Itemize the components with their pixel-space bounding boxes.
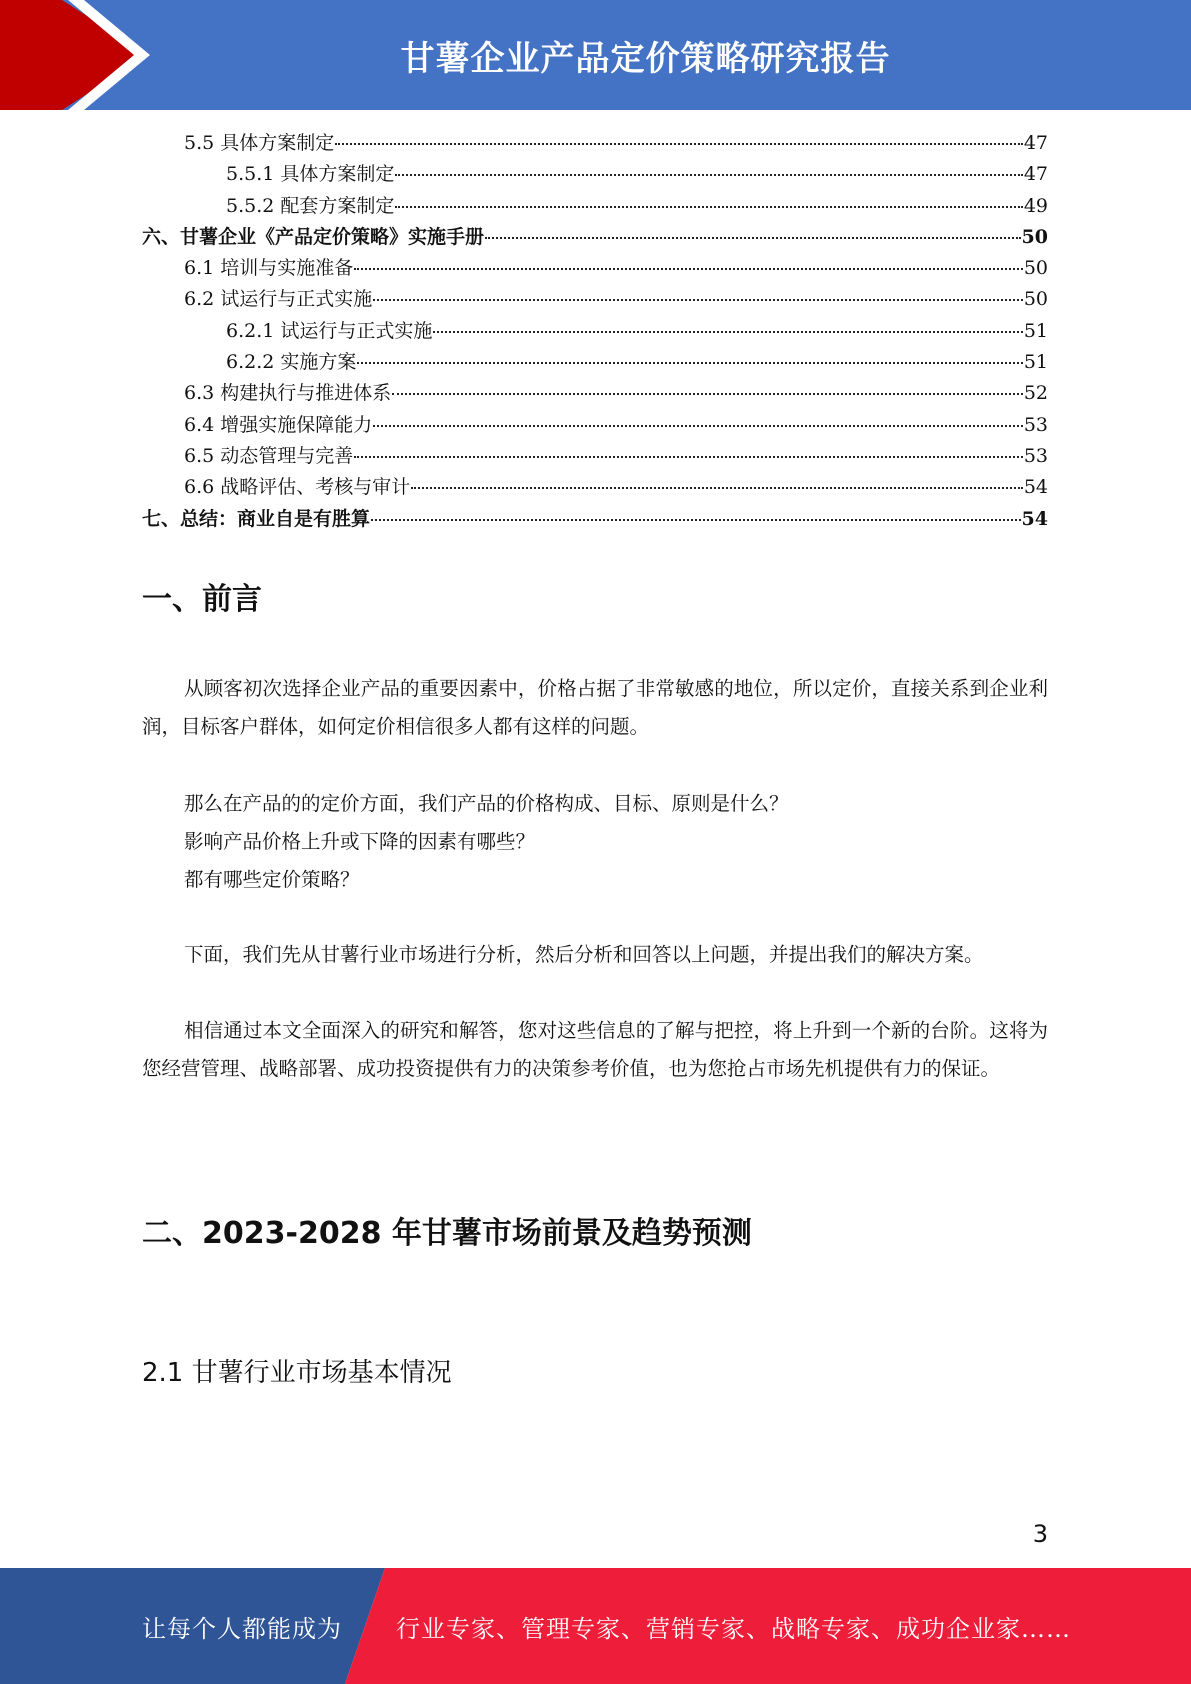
toc-entry-title: 6.6 战略评估、考核与审计 <box>184 476 411 499</box>
toc-dot-leader <box>354 267 1023 270</box>
toc-entry-title: 6.2 试运行与正式实施 <box>184 288 373 311</box>
toc-entry-page: 50 <box>1023 257 1048 280</box>
footer-slogan-left: 让每个人都能成为 <box>142 1614 342 1643</box>
toc-entry-page: 53 <box>1023 444 1048 467</box>
toc-entry[interactable] <box>142 253 1048 284</box>
toc-entry-page: 54 <box>1023 476 1048 499</box>
footer-slogan-right: 行业专家、管理专家、营销专家、战略专家、成功企业家…… <box>396 1614 1071 1643</box>
toc-entry[interactable] <box>142 472 1048 503</box>
toc-entry-title: 5.5 具体方案制定 <box>184 132 335 154</box>
paragraph: 相信通过本文全面深入的研究和解答，您对这些信息的了解与把控，将上升到一个新的台阶。这将为您经营管理、战略部署、成功投资提供有力的决策参考价值，也为您抢占市场先机提供有力的保证。 <box>142 1019 1048 1080</box>
toc-entry-title: 6.4 增强实施保障能力 <box>184 413 373 436</box>
page-header <box>0 0 1191 110</box>
paragraph: 从顾客初次选择企业产品的重要因素中，价格占据了非常敏感的地位，所以定价，直接关系到企业利润，目标客户群体，如何定价相信很多人都有这样的问题。 <box>142 677 1048 738</box>
header-arrow-decoration <box>0 0 260 110</box>
toc-entry-title: 6.1 培训与实施准备 <box>184 257 354 280</box>
toc-dot-leader <box>485 236 1021 239</box>
toc-entry-title: 5.5.2 配套方案制定 <box>226 194 395 217</box>
toc-dot-leader <box>373 424 1023 427</box>
toc-dot-leader <box>395 205 1022 208</box>
toc-entry-page: 51 <box>1023 351 1048 374</box>
toc-entry-page: 52 <box>1023 382 1048 405</box>
toc-dot-leader <box>392 392 1023 395</box>
toc-dot-leader <box>335 142 1023 145</box>
toc-dot-leader <box>395 173 1022 176</box>
toc-dot-leader <box>373 298 1023 301</box>
toc-entry[interactable] <box>142 316 1048 347</box>
toc-entry-title: 5.5.1 具体方案制定 <box>226 163 395 186</box>
toc-entry-page: 49 <box>1023 194 1048 217</box>
table-of-contents <box>142 128 1048 535</box>
toc-entry-title: 6.2.2 实施方案 <box>226 351 357 374</box>
toc-entry[interactable] <box>142 191 1048 222</box>
toc-entry[interactable] <box>142 128 1048 159</box>
toc-entry-page: 54 <box>1021 507 1048 530</box>
toc-entry[interactable] <box>142 410 1048 441</box>
report-title: 甘薯企业产品定价策略研究报告 <box>400 38 891 79</box>
toc-entry-page: 51 <box>1023 319 1048 342</box>
toc-entry[interactable] <box>142 222 1048 253</box>
question-line: 都有哪些定价策略？ <box>184 868 360 891</box>
toc-entry-title: 6.3 构建执行与推进体系 <box>184 382 392 405</box>
toc-dot-leader <box>411 486 1023 489</box>
toc-entry-page: 50 <box>1021 225 1048 248</box>
section-heading-preface: 一、前言 <box>142 582 262 617</box>
question-line: 影响产品价格上升或下降的因素有哪些？ <box>184 830 536 853</box>
paragraph: 下面，我们先从甘薯行业市场进行分析，然后分析和回答以上问题，并提出我们的解决方案。 <box>184 943 984 966</box>
toc-dot-leader <box>354 455 1023 458</box>
toc-entry[interactable] <box>142 347 1048 378</box>
page-footer <box>0 1568 1191 1684</box>
subsection-heading: 2.1 甘薯行业市场基本情况 <box>142 1358 452 1388</box>
toc-entry[interactable] <box>142 159 1048 190</box>
toc-entry[interactable] <box>142 504 1048 535</box>
page-number: 3 <box>1032 1520 1048 1548</box>
question-line: 那么在产品的的定价方面，我们产品的价格构成、目标、原则是什么？ <box>184 792 789 815</box>
toc-entry-title: 六、甘薯企业《产品定价策略》实施手册 <box>142 225 485 248</box>
toc-entry-page: 47 <box>1023 132 1048 154</box>
toc-entry-page: 53 <box>1023 413 1048 436</box>
toc-entry[interactable] <box>142 378 1048 409</box>
toc-entry-page: 47 <box>1023 163 1048 186</box>
section-heading-market-outlook: 二、2023-2028 年甘薯市场前景及趋势预测 <box>142 1216 752 1251</box>
toc-entry-title: 6.2.1 试运行与正式实施 <box>226 319 433 342</box>
toc-dot-leader <box>371 518 1021 521</box>
toc-entry[interactable] <box>142 441 1048 472</box>
toc-entry-page: 50 <box>1023 288 1048 311</box>
toc-dot-leader <box>357 361 1022 364</box>
toc-entry-title: 6.5 动态管理与完善 <box>184 444 354 467</box>
toc-dot-leader <box>433 330 1022 333</box>
toc-entry[interactable] <box>142 284 1048 315</box>
toc-entry-title: 七、总结：商业自是有胜算 <box>142 507 371 530</box>
